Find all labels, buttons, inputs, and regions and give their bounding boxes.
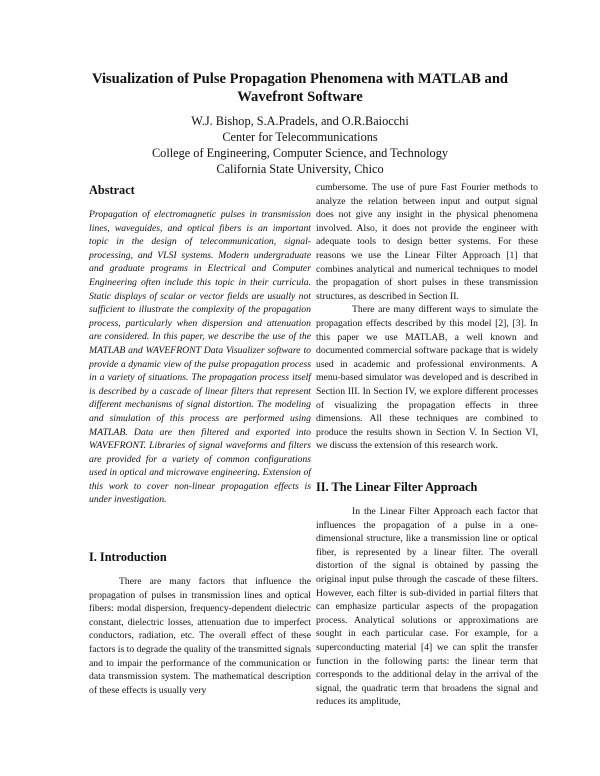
introduction-heading: I. Introduction	[89, 550, 167, 564]
author-university: California State University, Chico	[216, 162, 384, 176]
author-college: College of Engineering, Computer Science, and Technology	[151, 146, 448, 160]
author-block	[100, 113, 500, 177]
intro-paragraph-2: There are many different ways to simulate the propagation effects described by this model [2], [3]. In this paper we use MATLAB, a well known and documented commercial software package that is widely used in academic and professional environments. A menu-based simulator was developed and is described in Section III. In Section IV, we explore different processes of visualizing the propagation effects in three dimensions. All these techniques are combined to produce the results shown in Section V. In Section VI, we discuss the extension of this research work.	[316, 304, 538, 452]
author-names: W.J. Bishop, S.A.Pradels, and O.R.Baiocchi	[191, 114, 409, 128]
author-center: Center for Telecommunications	[222, 130, 378, 144]
paper-title: Visualization of Pulse Propagation Phenomena with MATLAB and Wavefront Software	[91, 71, 509, 105]
abstract-body	[89, 208, 311, 507]
section-2-text: In the Linear Filter Approach each factor that influences the propagation of a pulse in a one-dimensional structure, like a transmission line or optical fiber, is represented by a linear filter. The overall distortion of the signal is obtained by passing the original input pulse through the cascade of these filters. However, each filter is sub-divided in partial filters that can emphasize particular aspects of the propagation process. Analytical solutions or approximations are sought in each particular case. For example, for a superconducting material [4] we can split the transfer function in the following parts: the linear term that corresponds to the additional delay in the arrival of the signal, the quadratic term that broadens the signal and reduces its amplitude,	[316, 506, 538, 708]
abstract-heading: Abstract	[89, 183, 135, 197]
section-2-body	[316, 505, 538, 709]
introduction-text: There are many factors that influence the propagation of pulses in transmission lines and optical fibers: modal dispersion, frequency-dependent dielectric constant, dielectric losses, attenuation due to imperfect conductors, radiation, etc. The overall effect of these factors is to degrade the quality of the transmitted signals and to impair the performance of the communication or data transmission system. The mathematical description of these effects is usually very	[89, 576, 311, 696]
section-2-heading: II. The Linear Filter Approach	[316, 480, 478, 494]
intro-continued-text: cumbersome. The use of pure Fast Fourier methods to analyze the relation between input and output signal does not give any insight in the physical phenomena involved. Also, it does not provide the engineer with adequate tools to design better systems. For these reasons we use the Linear Filter Approach [1] that combines analytical and numerical techniques to model the propagation of short pulses in these transmission structures, as described in Section II.	[316, 182, 538, 302]
abstract-text: Propagation of electromagnetic pulses in transmission lines, waveguides, and optical fibers is an important topic in the design of telecommunication, signal-processing, and VLSI systems. Modern undergraduate and graduate programs in Electrical and Computer Engineering often include this topic in their curricula. Static displays of scalar or vector fields are usually not sufficient to illustrate the complexity of the propagation process, particularly when dispersion and attenuation are considered. In this paper, we describe the use of the MATLAB and WAVEFRONT Data Visualizer software to provide a dynamic view of the pulse propagation process in a variety of situations. The propagation process itself is described by a cascade of linear filters that represent different mechanisms of signal distortion. The modeling and simulation of this process are performed using MATLAB. Data are then filtered and exported into WAVEFRONT. Libraries of signal waveforms and filters are provided for a variety of common configurations used in optical and microwave engineering. Extension of this work to cover non-linear propagation effects is under investigation.	[89, 209, 311, 506]
introduction-body	[89, 575, 311, 697]
right-column-intro	[316, 181, 538, 453]
